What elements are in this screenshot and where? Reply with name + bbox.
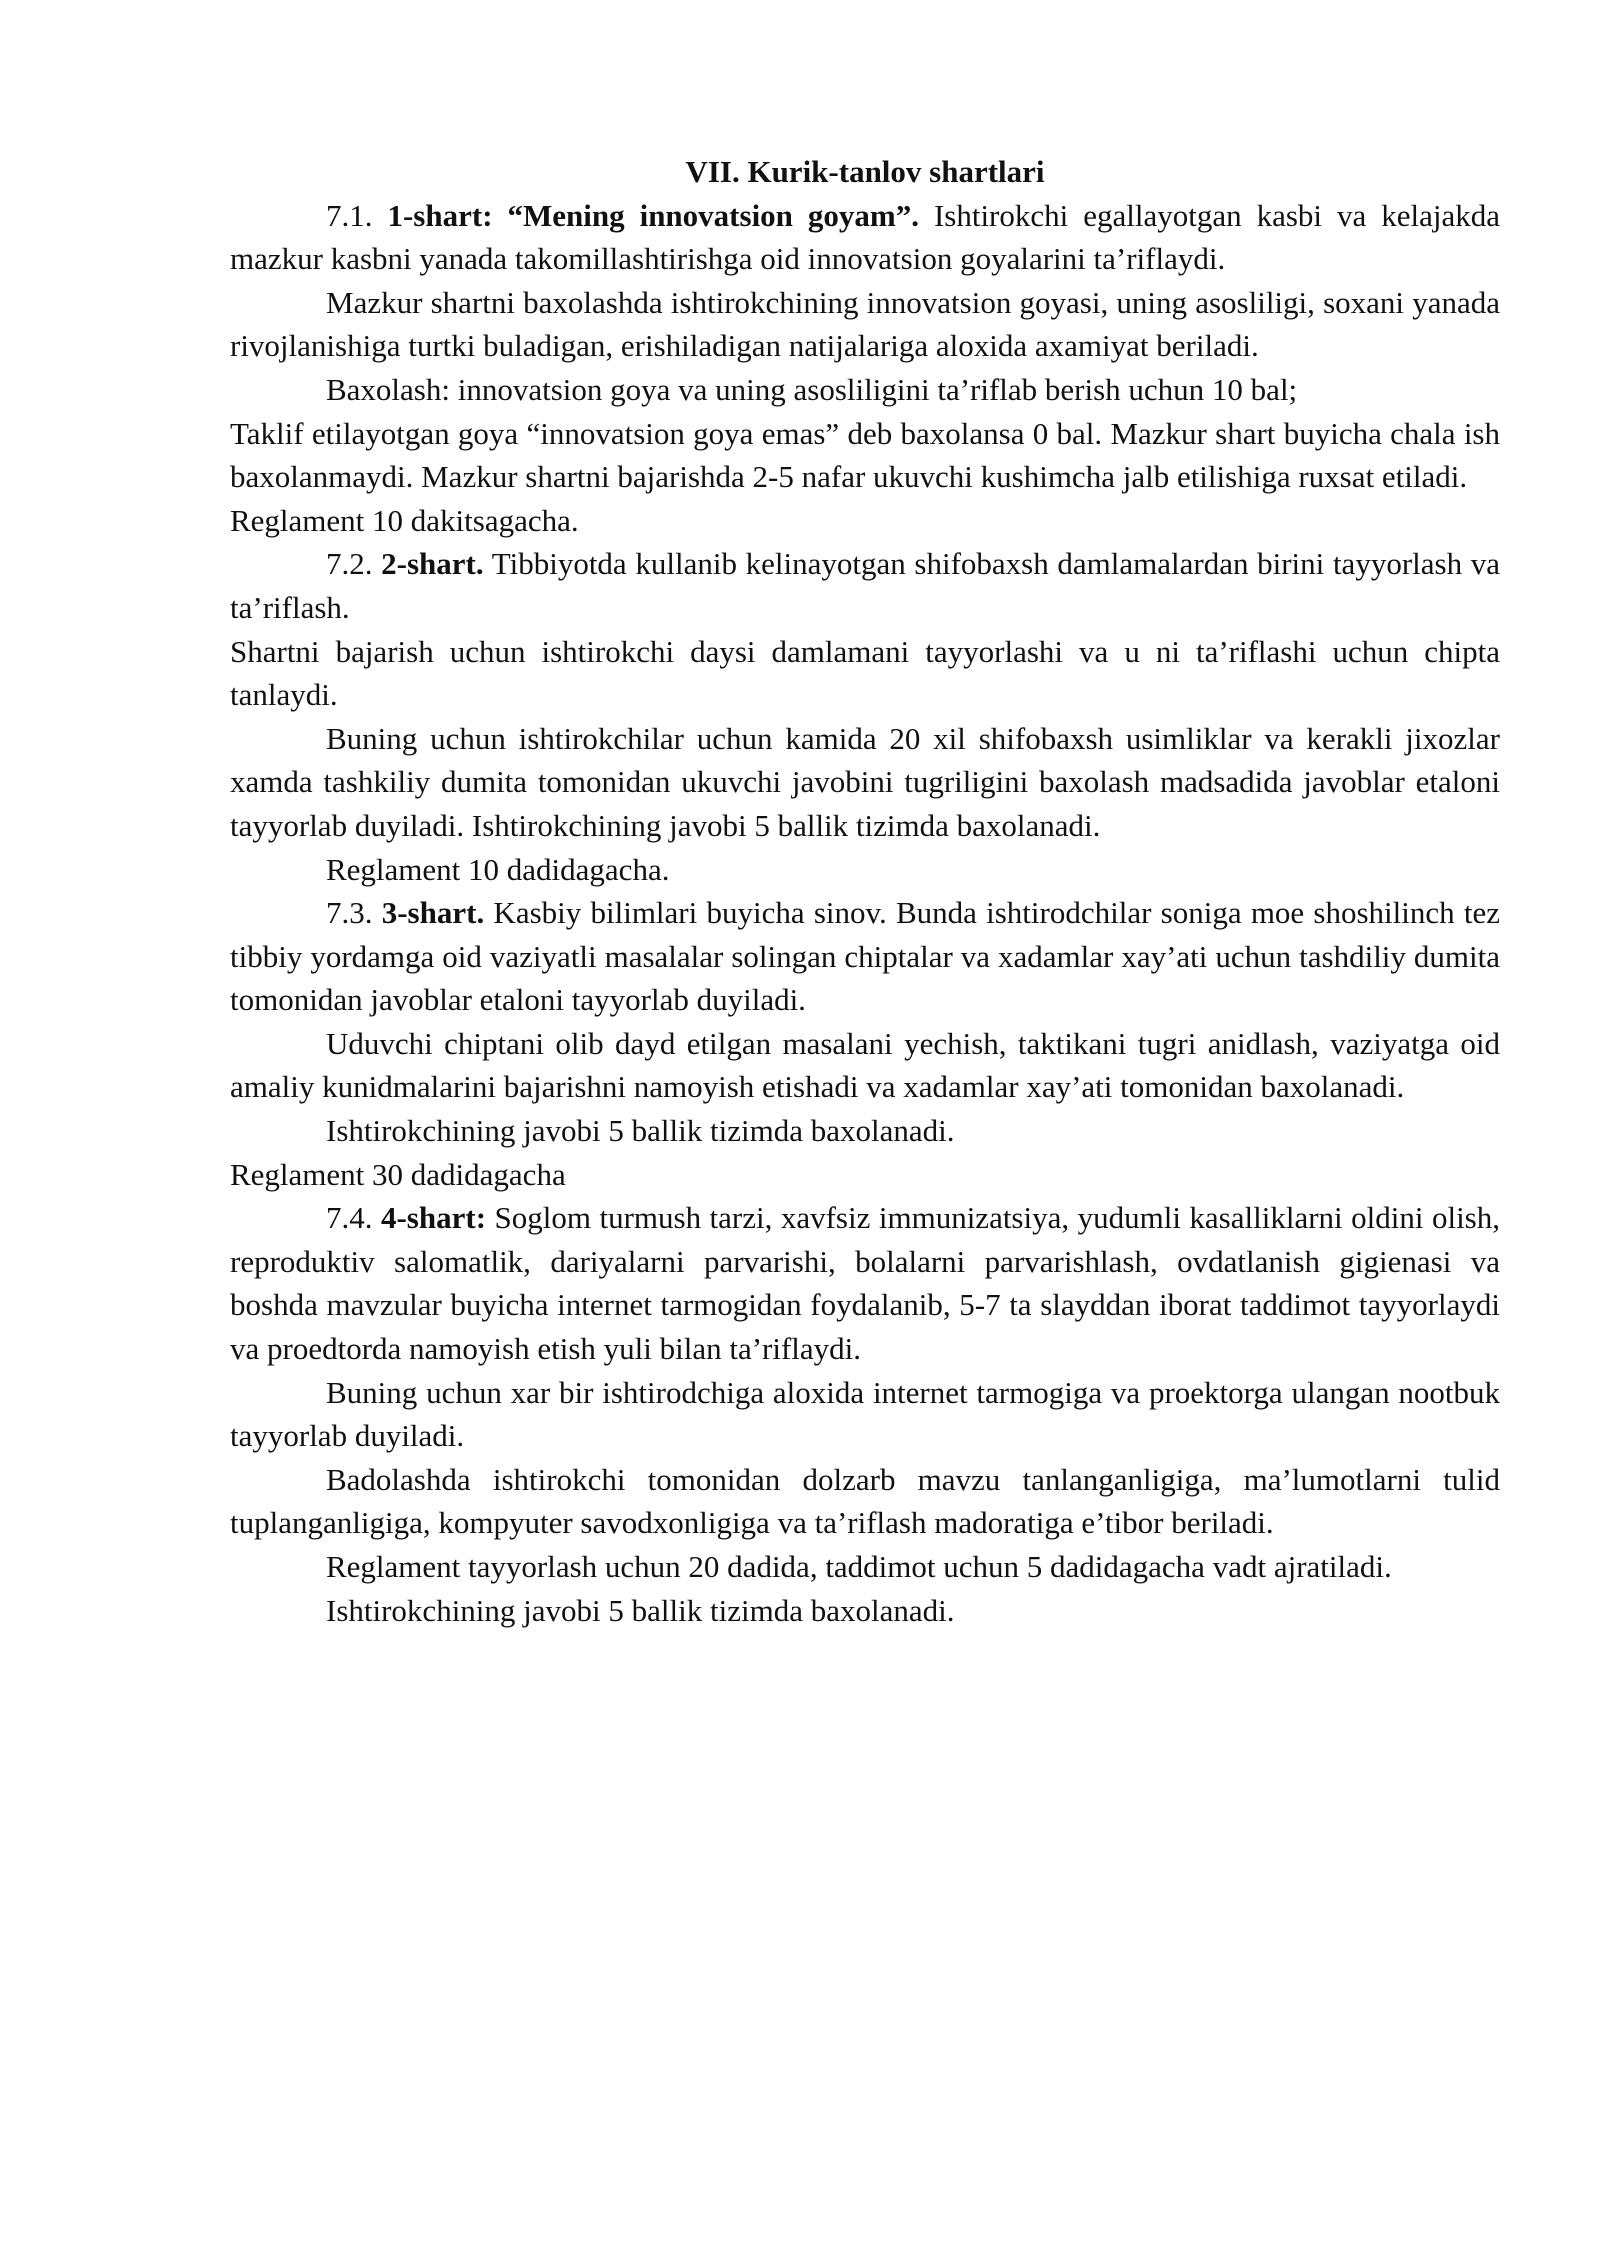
paragraph-7-3 [230,891,1500,1022]
paragraph-7-1 [230,194,1500,281]
clause-text: Kasbiy bilimlari buyicha sinov. Bunda ishtirodchilar soniga moe shoshilinch tez tibbiy yordamga oid vaziyatli masalalar solingan chiptalar va xadamlar xay’ati uchun tashdiliy dumita tomonidan javoblar etaloni tayyorlab duyiladi. [230,895,1500,1018]
clause-text: Tibbiyotda kullanib kelinayotgan shifobaxsh damlamalardan birini tayyorlash va ta’riflash. [230,546,1501,625]
paragraph: Taklif etilayotgan goya “innovatsion goya emas” deb baxolansa 0 bal. Mazkur shart buyicha chala ish baxolanmaydi. Mazkur shartni bajarishda 2-5 nafar ukuvchi kushimcha jalb etilishiga ruxsat etiladi. [230,415,1500,495]
clause-heading: 3-shart. [381,895,485,931]
paragraph: Baxolash: innovatsion goya va uning asosliligini ta’riflab berish uchun 10 bal; [326,371,1298,407]
paragraph-7-2 [230,542,1500,629]
clause-text: Ishtirokchi egallayotgan kasbi va kelajakda mazkur kasbni yanada takomillashtirishga oid innovatsion goyalarini ta’riflaydi. [230,197,1500,277]
clause-heading: 2-shart. [381,546,484,582]
paragraph: Shartni bajarish uchun ishtirokchi daysi damlamani tayyorlashi va u ni ta’riflashi uchun chipta tanlaydi. [230,633,1500,713]
paragraph: Buning uchun ishtirokchilar uchun kamida 20 xil shifobaxsh usimliklar va kerakli jixozlar xamda tashkiliy dumita tomonidan ukuvchi javobini tugriligini baxolash madsadida javoblar etaloni tayyorlab duyiladi. Ishtirokchining javobi 5 ballik tizimda baxolanadi. [230,720,1500,843]
paragraph: Reglament 10 dakitsagacha. [230,502,579,538]
paragraph: Reglament 30 dadidagacha [230,1156,566,1192]
paragraph-7-4 [230,1196,1500,1370]
clause-number: 7.4. [326,1200,381,1236]
clause-number: 7.3. [326,895,382,931]
paragraph: Ishtirokchining javobi 5 ballik tizimda baxolanadi. [326,1592,955,1628]
clause-heading: 4-shart: [380,1200,487,1236]
document-page [230,150,1500,1632]
paragraph: Ishtirokchining javobi 5 ballik tizimda baxolanadi. [326,1113,955,1149]
paragraph: Reglament tayyorlash uchun 20 dadida, taddimot uchun 5 dadidagacha vadt ajratiladi. [326,1549,1392,1584]
clause-number: 7.1. [326,197,388,233]
clause-number: 7.2. [326,546,382,582]
paragraph: Badolashda ishtirokchi tomonidan dolzarb mavzu tanlanganligiga, ma’lumotlarni tulid tuplanganligiga, kompyuter savodxonligiga va ta’riflash madoratiga e’tibor beriladi. [230,1461,1500,1541]
section-title: VII. Kurik-tanlov shartlari [685,154,1045,189]
paragraph: Uduvchi chiptani olib dayd etilgan masalani yechish, taktikani tugri anidlash, vaziyatga oid amaliy kunidmalarini bajarishni namoyish etishadi va xadamlar xay’ati tomonidan baxolanadi. [230,1025,1500,1105]
paragraph: Reglament 10 dadidagacha. [326,851,670,887]
paragraph: Mazkur shartni baxolashda ishtirokchining innovatsion goyasi, uning asosliligi, soxani yanada rivojlanishiga turtki buladigan, erishiladigan natijalariga aloxida axamiyat beriladi. [230,284,1500,364]
clause-heading: 1-shart: “Mening innovatsion goyam”. [387,197,919,233]
clause-text: Soglom turmush tarzi, xavfsiz immunizatsiya, yudumli kasalliklarni oldini olish, reproduktiv salomatlik, dariyalarni parvarishi, bolalarni parvarishlash, ovdatlanish gigienasi va boshda mavzular buyicha internet tarmogidan foydalanib, 5-7 ta slayddan iborat taddimot tayyorlaydi va proedtorda namoyish etish yuli bilan ta’riflaydi. [230,1200,1500,1367]
paragraph: Buning uchun xar bir ishtirodchiga aloxida internet tarmogiga va proektorga ulangan nootbuk tayyorlab duyiladi. [230,1374,1500,1454]
